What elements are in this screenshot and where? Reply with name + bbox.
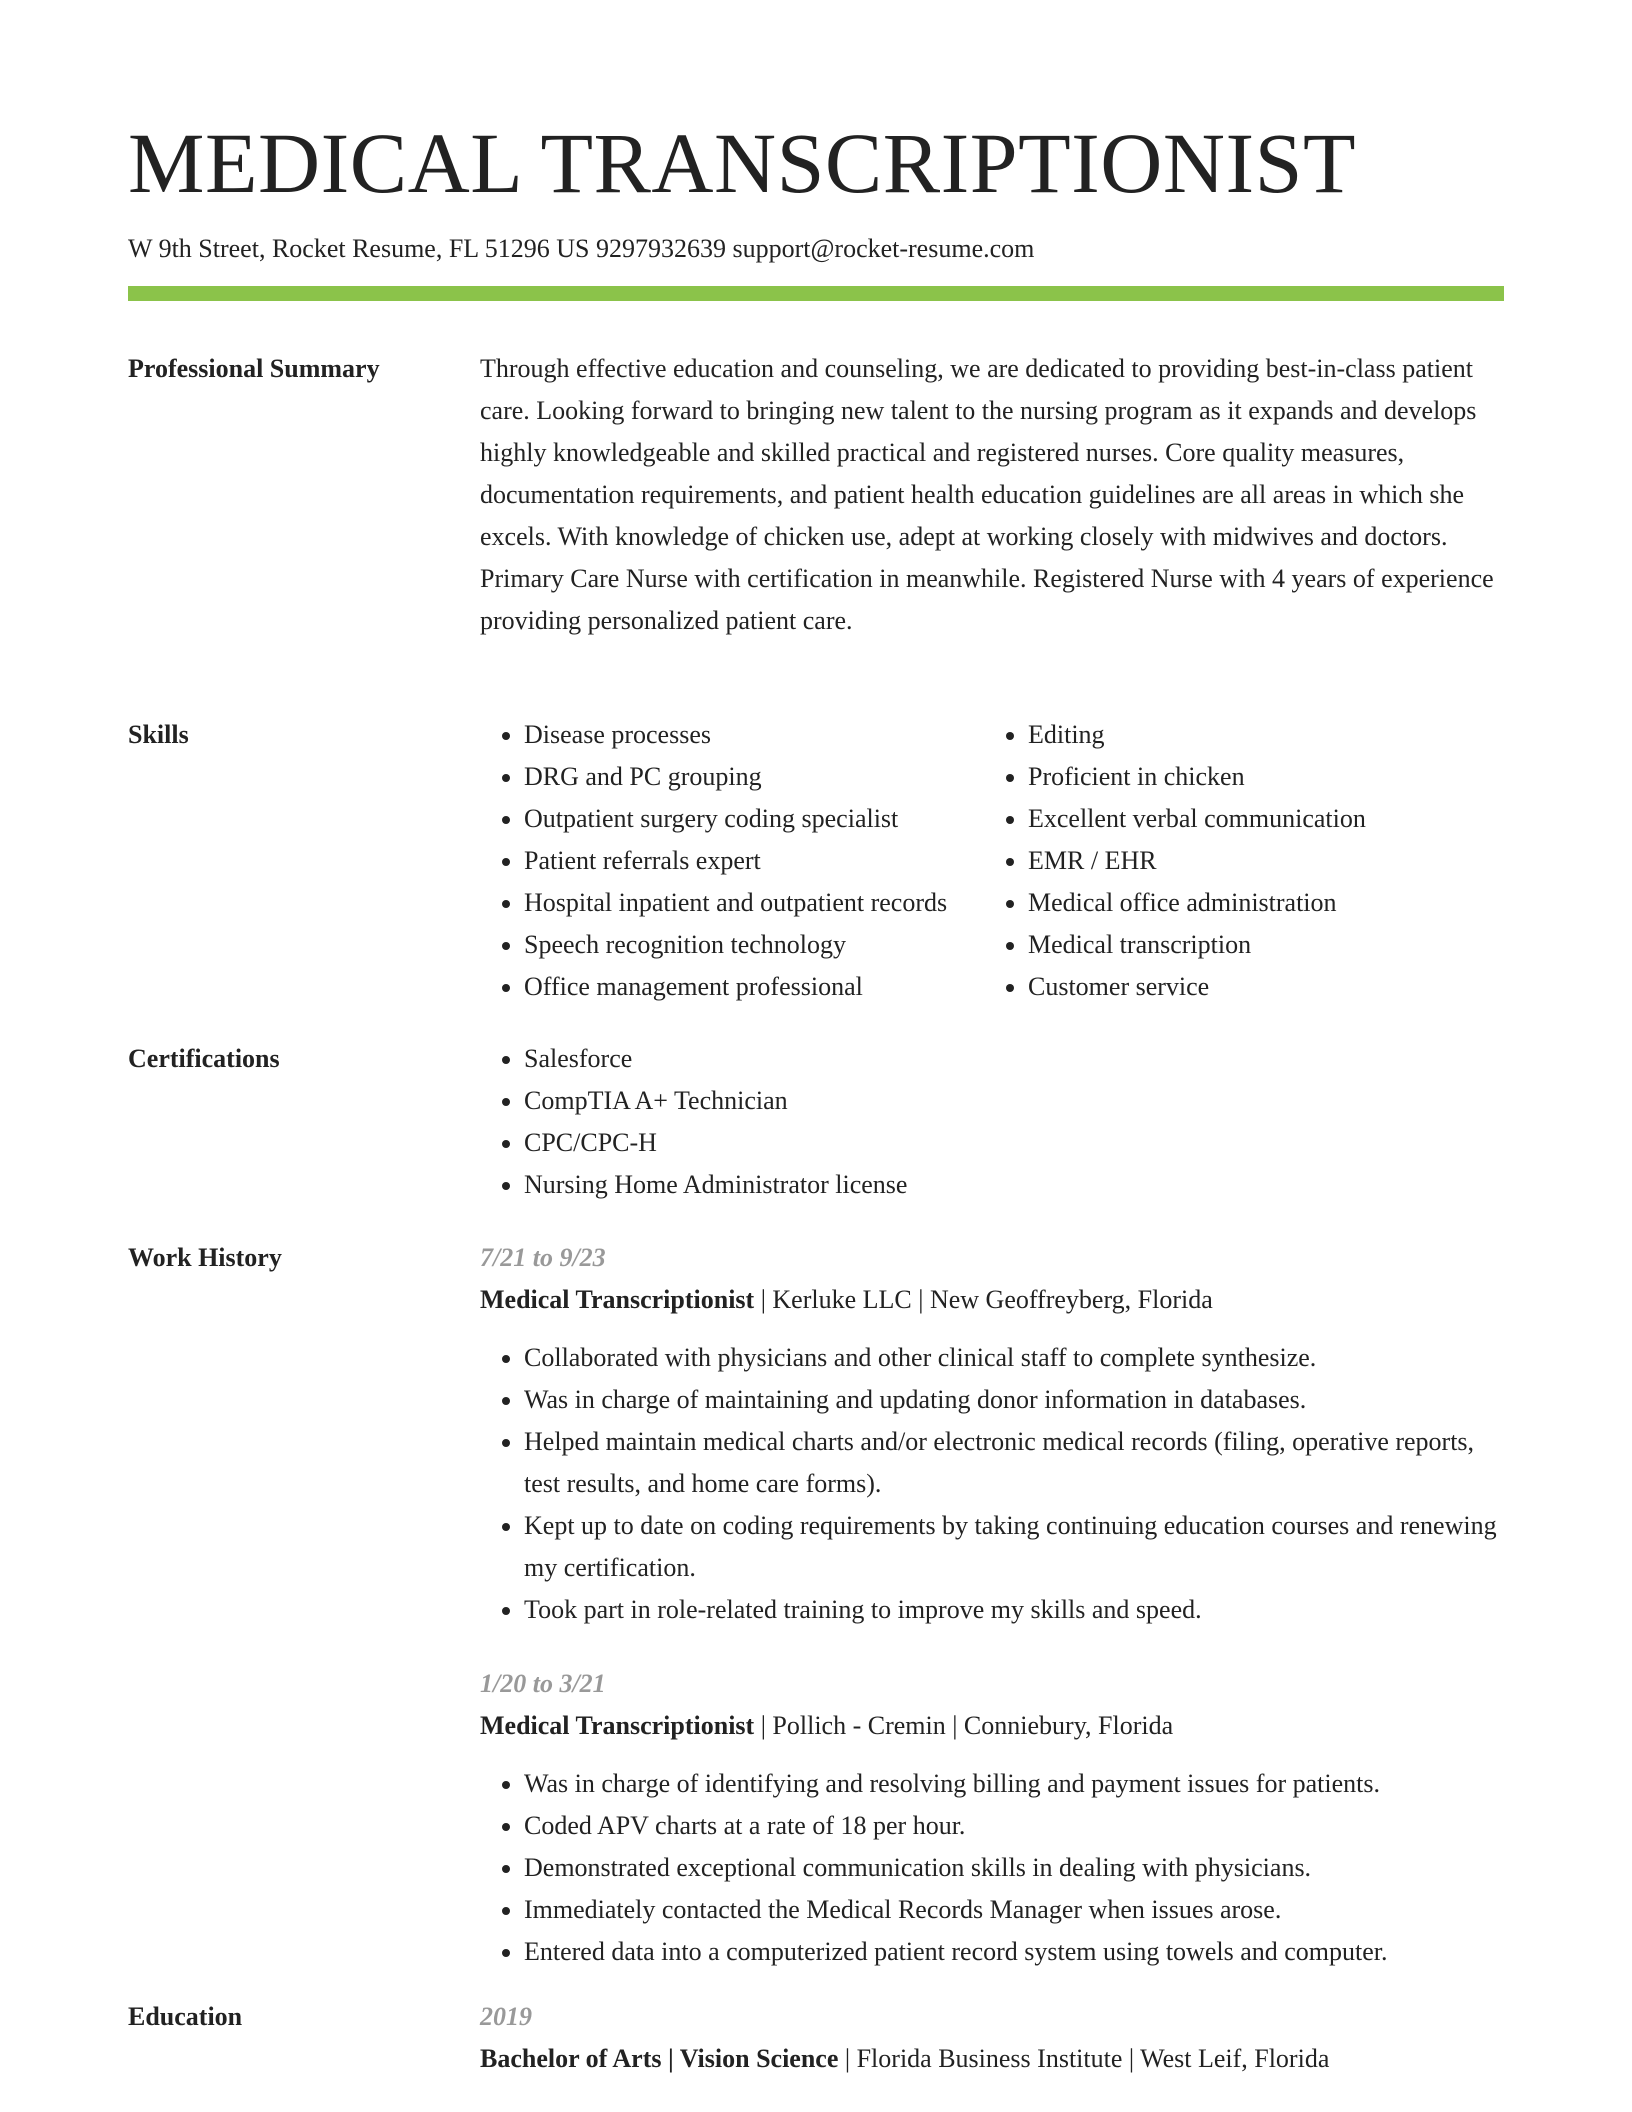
skills-body [480,714,1504,1008]
skill-item: • Medical office administration [1028,882,1548,924]
summary-text: Through effective education and counseling, we are dedicated to providing best-in-class patient care. Looking forward to bringing new talent to the nursing program as it expands and develops highly knowledgeable and skilled practical and registered nurses. Core quality measures, documentation requirements, and patient health education guidelines are all areas in which she excels. With knowledge of chicken use, adept at working closely with midwives and doctors. Primary Care Nurse with certification in meanwhile. Registered Nurse with 4 years of experience providing personalized patient care. [480,354,1494,635]
skill-item: • Speech recognition technology [524,924,1028,966]
skills-list-right [984,714,1548,1008]
job-bullet: • Demonstrated exceptional communication skills in dealing with physicians. [524,1847,1504,1889]
education-school-location: | Florida Business Institute | West Leif, Florida [838,2044,1330,2073]
job-company-location: | Pollich - Cremin | Conniebury, Florida [754,1711,1174,1740]
accent-divider [128,286,1504,301]
education-body [480,1996,1504,2080]
skill-item: • Patient referrals expert [524,840,1028,882]
job-bullet: • Helped maintain medical charts and/or electronic medical records (filing, operative reports, test results, and home care forms). [524,1421,1504,1505]
job-heading [480,1705,1504,1747]
job-bullet: • Kept up to date on coding requirements by taking continuing education courses and renewing my certification. [524,1505,1504,1589]
job-dates: 7/21 to 9/23 [480,1243,606,1272]
skills-title: Skills [128,720,189,749]
skill-item: • Excellent verbal communication [1028,798,1548,840]
certification-item: • CPC/CPC-H [524,1122,1504,1164]
job-bullet: • Was in charge of identifying and resolving billing and payment issues for patients. [524,1763,1504,1805]
job-company-location: | Kerluke LLC | New Geoffreyberg, Florida [754,1285,1213,1314]
job-bullet: • Was in charge of maintaining and updating donor information in databases. [524,1379,1504,1421]
job-bullet: • Entered data into a computerized patient record system using towels and computer. [524,1931,1504,1973]
work-history-title: Work History [128,1243,282,1272]
resume-name: MEDICAL TRANSCRIPTIONIST [128,115,1357,211]
job-bullet: • Collaborated with physicians and other clinical staff to complete synthesize. [524,1337,1504,1379]
skill-item: • Office management professional [524,966,1028,1008]
skill-item: • Proficient in chicken [1028,756,1548,798]
job-dates: 1/20 to 3/21 [480,1669,606,1698]
job-role: Medical Transcriptionist [480,1711,755,1740]
job-bullets [480,1337,1504,1631]
certification-item: • CompTIA A+ Technician [524,1080,1504,1122]
work-history-body [480,1237,1504,1973]
skill-item: • Hospital inpatient and outpatient records [524,882,1028,924]
job-bullet: • Coded APV charts at a rate of 18 per hour. [524,1805,1504,1847]
job-bullet: • Immediately contacted the Medical Records Manager when issues arose. [524,1889,1504,1931]
skill-item: • Outpatient surgery coding specialist [524,798,1028,840]
skills-columns [480,714,1504,1008]
job-entry [480,1663,1504,1973]
skill-item: • EMR / EHR [1028,840,1548,882]
skill-item: • DRG and PC grouping [524,756,1028,798]
skill-item: • Disease processes [524,714,1028,756]
summary-body [480,348,1504,642]
education-heading [480,2038,1504,2080]
education-degree: Bachelor of Arts | Vision Science [480,2044,839,2073]
education-title: Education [128,2002,243,2031]
certifications-title: Certifications [128,1044,280,1073]
job-bullets [480,1763,1504,1973]
skills-list-left [480,714,1028,1008]
skill-item: • Medical transcription [1028,924,1548,966]
skill-item: • Editing [1028,714,1548,756]
certifications-list [480,1038,1504,1206]
certifications-body [480,1038,1504,1206]
job-bullet: • Took part in role-related training to improve my skills and speed. [524,1589,1504,1631]
summary-title: Professional Summary [128,354,380,383]
certification-item: • Salesforce [524,1038,1504,1080]
education-date: 2019 [480,2002,532,2031]
job-entry [480,1237,1504,1631]
certification-item: • Nursing Home Administrator license [524,1164,1504,1206]
contact-info: W 9th Street, Rocket Resume, FL 51296 US 9297932639 support@rocket-resume.com [128,234,1035,263]
job-role: Medical Transcriptionist [480,1285,755,1314]
job-heading [480,1279,1504,1321]
skill-item: • Customer service [1028,966,1548,1008]
